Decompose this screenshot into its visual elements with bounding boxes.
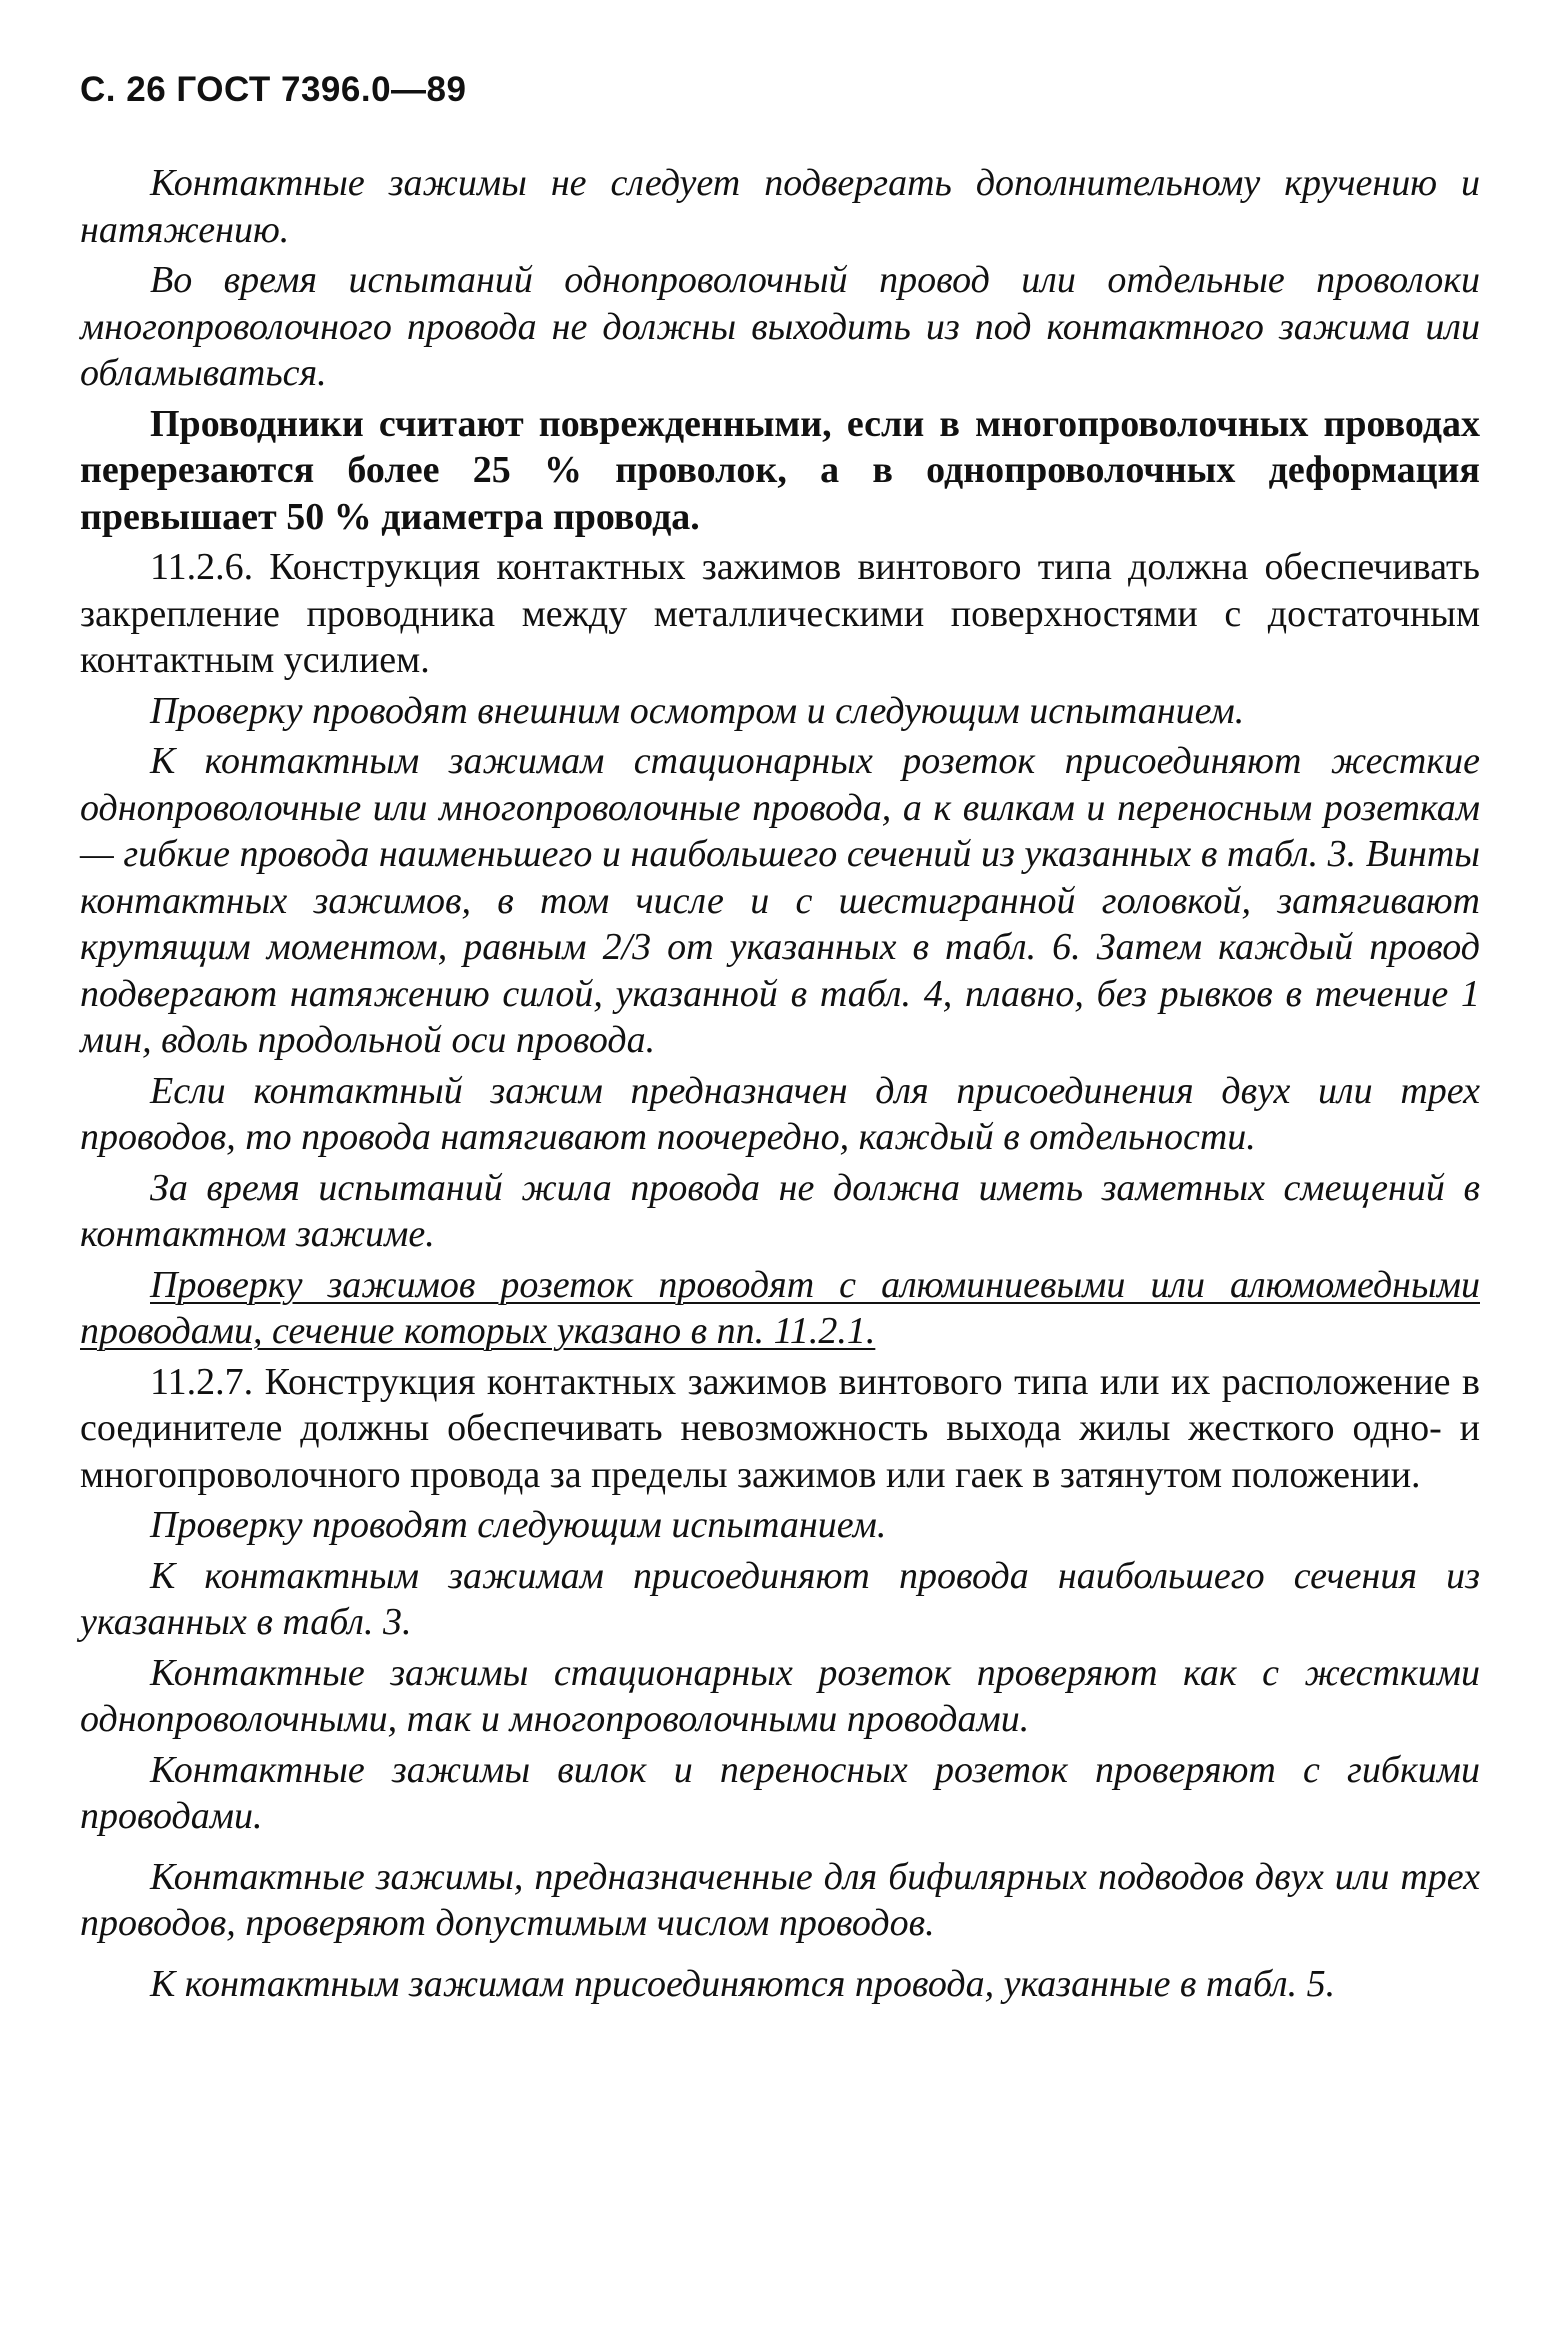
paragraph-7: Если контактный зажим предназначен для присоединения двух или трех проводов, то провода натягивают поочередно, каждый в отдельности. xyxy=(80,1069,1480,1158)
paragraph-2: Во время испытаний однопроволочный провод или отдельные проволоки многопроволочного провода не должны выходить из под контактного зажима или обламываться. xyxy=(80,259,1480,394)
paragraph-8: За время испытаний жила провода не должна иметь заметных смещений в контактном зажиме. xyxy=(80,1166,1480,1255)
paragraph-11: Проверку проводят следующим испытанием. xyxy=(150,1504,887,1546)
paragraph-6: К контактным зажимам стационарных розеток присоединяют жесткие однопроволочные или многопроволочные провода, а к вилкам и переносным розеткам — гибкие провода наименьшего и наибольшего сечений из указанных в табл. 3. Винты контактных зажимов, в том числе и с шестигранной головкой, затягивают крутящим моментом, равным 2/3 от указанных в табл. 6. Затем каждый провод подвергают натяжению силой, указанной в табл. 4, плавно, без рывков в течение 1 мин, вдоль продольной оси провода. xyxy=(80,740,1480,1061)
paragraph-14: Контактные зажимы вилок и переносных розеток проверяют с гибкими проводами. xyxy=(80,1748,1480,1837)
page-header: С. 26 ГОСТ 7396.0—89 xyxy=(80,70,467,109)
paragraph-13: Контактные зажимы стационарных розеток проверяют как с жесткими однопроволочными, так и многопроволочными проводами. xyxy=(80,1651,1480,1740)
paragraph-5: Проверку проводят внешним осмотром и следующим испытанием. xyxy=(150,689,1245,732)
document-page xyxy=(80,70,1480,2011)
paragraph-3: Проводники считают поврежденными, если в многопроволочных проводах перерезаются более 25 % проволок, а в однопроволочных деформация превышает 50 % диаметра провода. xyxy=(80,402,1480,538)
paragraph-1: Контактные зажимы не следует подвергать дополнительному кручению и натяжению. xyxy=(80,162,1480,251)
paragraph-16: К контактным зажимам присоединяются провода, указанные в табл. 5. xyxy=(150,1962,1336,2005)
paragraph-15: Контактные зажимы, предназначенные для бифилярных подводов двух или трех проводов, проверяют допустимым числом проводов. xyxy=(80,1855,1480,1944)
paragraph-12: К контактным зажимам присоединяют провода наибольшего сечения из указанных в табл. 3. xyxy=(80,1554,1480,1643)
paragraph-9: Проверку зажимов розеток проводят с алюминиевыми или алюмомедными проводами, сечение которых указано в пп. 11.2.1. xyxy=(80,1263,1480,1352)
paragraph-10: 11.2.7. Конструкция контактных зажимов винтового типа или их расположение в соединителе должны обеспечивать невозможность выхода жилы жесткого одно- и многопроволочного провода за пределы зажимов или гаек в затянутом положении. xyxy=(80,1360,1480,1496)
paragraph-4: 11.2.6. Конструкция контактных зажимов винтового типа должна обеспечивать закрепление проводника между металлическими поверхностями с достаточным контактным усилием. xyxy=(80,546,1480,681)
